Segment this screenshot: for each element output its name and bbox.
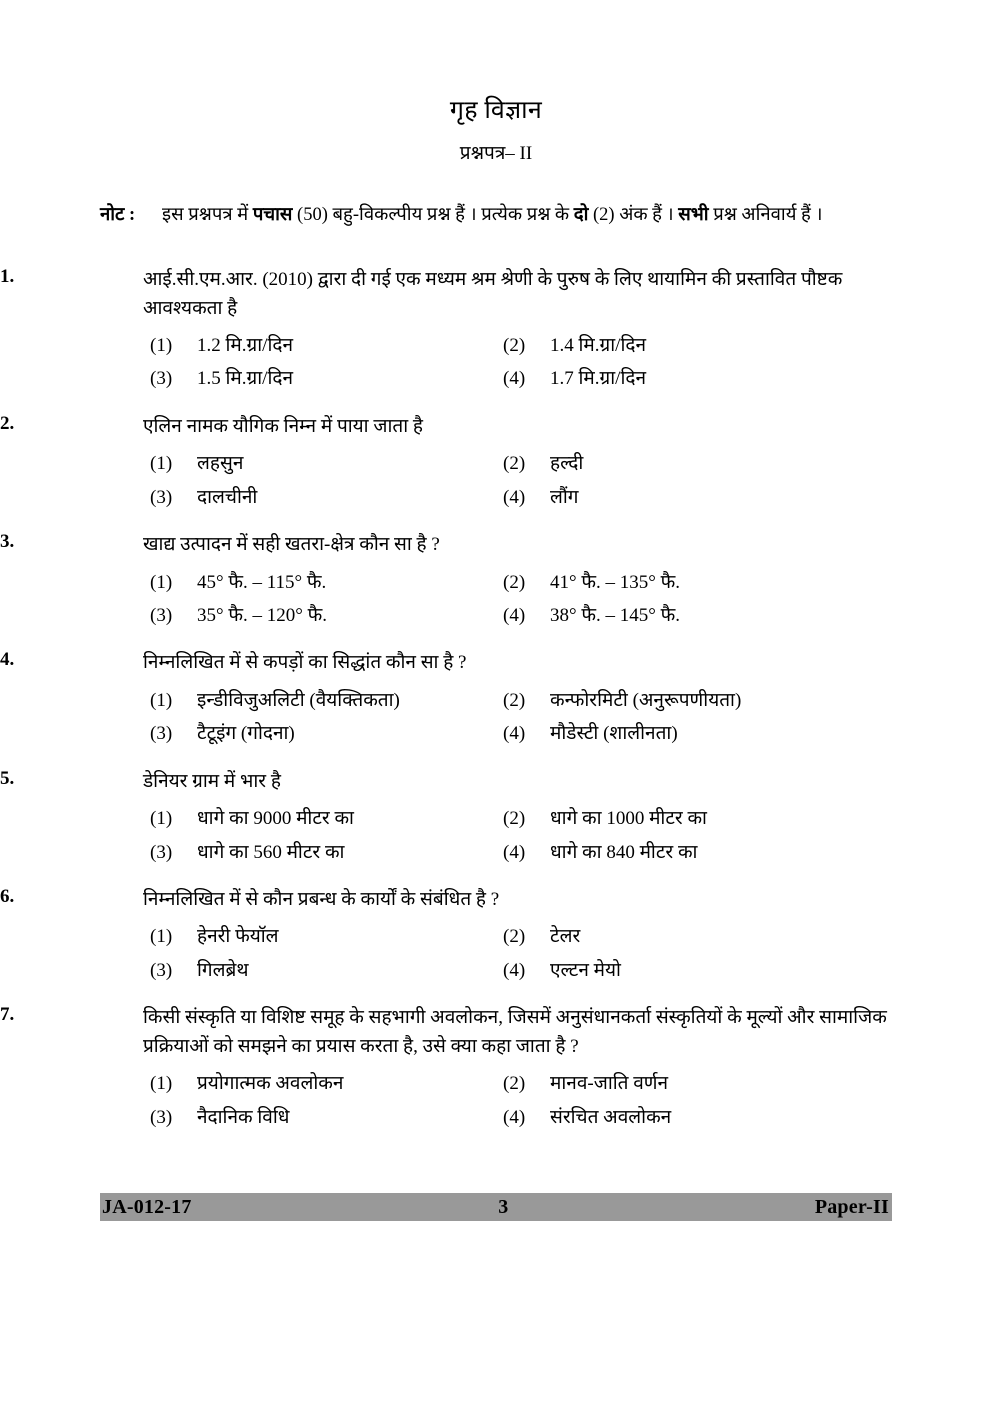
option-row [150, 331, 950, 361]
option-choice[interactable] [503, 1069, 856, 1099]
option-group [150, 922, 950, 986]
option-row [150, 804, 950, 834]
question-number: 5. [0, 767, 15, 789]
note-body [162, 205, 823, 225]
option-marker: (2) [503, 926, 526, 948]
option-label: संरचित अवलोकन [550, 1106, 672, 1128]
option-choice[interactable] [503, 719, 856, 749]
option-label: लौंग [550, 486, 579, 508]
question-block [0, 768, 992, 868]
option-choice[interactable] [503, 804, 856, 834]
option-marker: (4) [503, 368, 526, 390]
footer-paper-label: Paper-II [814, 1195, 889, 1218]
option-choice[interactable] [150, 483, 503, 513]
option-row [150, 686, 950, 716]
option-label: हेनरी फेयॉल [197, 926, 279, 948]
option-label: कन्फोरमिटी (अनुरूपणीयता) [550, 689, 742, 711]
option-group [150, 568, 950, 632]
question-header [0, 767, 992, 797]
option-choice[interactable] [503, 483, 856, 513]
question-text [143, 413, 933, 442]
instructions-note [100, 203, 900, 228]
question-text-line: डेनियर ग्राम में भार है [143, 770, 281, 792]
option-choice[interactable] [150, 601, 503, 631]
question-text [143, 649, 933, 678]
option-choice[interactable] [150, 568, 503, 598]
option-label: 45° फै. – 115° फै. [197, 571, 327, 593]
option-group [150, 1069, 950, 1133]
page-subtitle: प्रश्नपत्र– II [459, 143, 533, 164]
option-label: प्रयोगात्मक अवलोकन [197, 1073, 344, 1095]
option-label: 1.5 मि.ग्रा/दिन [197, 368, 294, 390]
option-marker: (3) [150, 841, 173, 863]
question-header [0, 531, 992, 560]
option-label: 1.2 मि.ग्रा/दिन [197, 335, 294, 356]
option-marker: (1) [150, 689, 173, 711]
option-choice[interactable] [150, 331, 503, 361]
option-marker: (2) [503, 453, 526, 475]
option-row [150, 1069, 950, 1099]
option-group [150, 804, 950, 868]
option-choice[interactable] [150, 719, 503, 749]
note-bold-all: सभी [678, 205, 709, 225]
question-header [0, 1004, 992, 1061]
option-marker: (4) [503, 723, 526, 745]
option-marker: (2) [503, 808, 526, 830]
option-marker: (1) [150, 571, 173, 593]
option-choice[interactable] [150, 922, 503, 952]
option-marker: (3) [150, 1106, 173, 1128]
option-choice[interactable] [503, 956, 856, 986]
option-choice[interactable] [150, 449, 503, 479]
option-label: धागे का 840 मीटर का [550, 841, 698, 863]
option-choice[interactable] [150, 1103, 503, 1133]
footer-paper-code: JA-012-17 [102, 1195, 192, 1218]
question-block [0, 649, 992, 749]
option-marker: (3) [150, 959, 173, 981]
note-bold-total-questions: पचास [252, 205, 293, 225]
option-label: एल्टन मेयो [550, 959, 621, 981]
option-marker: (4) [503, 486, 526, 508]
question-header [0, 649, 992, 678]
note-bold-marks: दो [573, 205, 589, 225]
question-list [0, 266, 992, 1151]
option-label: धागे का 560 मीटर का [197, 841, 345, 863]
question-text [143, 531, 933, 560]
option-row [150, 719, 950, 749]
option-label: दालचीनी [197, 486, 258, 508]
option-label: मानव-जाति वर्णन [550, 1073, 669, 1095]
question-text-line: आई.सी.एम.आर. (2010) द्वारा दी गई एक मध्यम श्रम श्रेणी के पुरुष के लिए थायामिन की प्रस्तावित पौष्टक [143, 269, 843, 290]
option-marker: (4) [503, 1106, 526, 1128]
question-text [143, 1004, 933, 1061]
note-part-4: प्रश्न अनिवार्य हैं । [708, 205, 823, 225]
option-label: 35° फै. – 120° फै. [197, 604, 327, 626]
question-number: 7. [0, 1004, 15, 1026]
option-marker: (2) [503, 571, 526, 593]
question-number: 4. [0, 649, 15, 671]
option-label: गिलब्रेथ [197, 959, 249, 981]
question-header [0, 412, 992, 442]
option-choice[interactable] [150, 804, 503, 834]
option-marker: (2) [503, 335, 526, 356]
question-text-line: प्रक्रियाओं को समझने का प्रयास करता है, उसे क्या कहा जाता है ? [143, 1035, 579, 1057]
option-group [150, 686, 950, 750]
option-marker: (4) [503, 841, 526, 863]
option-row [150, 568, 950, 598]
option-label: नैदानिक विधि [197, 1106, 290, 1128]
option-row [150, 838, 950, 868]
option-choice[interactable] [503, 568, 856, 598]
option-row [150, 956, 950, 986]
note-part-3: (2) अंक हैं । [588, 205, 679, 225]
option-choice[interactable] [503, 449, 856, 479]
option-choice[interactable] [150, 838, 503, 868]
question-text-line: किसी संस्कृति या विशिष्ट समूह के सहभागी अवलोकन, जिसमें अनुसंधानकर्ता संस्कृतियों के मूल्यों और सामाजिक [143, 1007, 887, 1029]
option-label: टैटूइंग (गोदना) [197, 723, 295, 745]
option-marker: (1) [150, 1073, 173, 1095]
question-block [0, 531, 992, 631]
option-group [150, 449, 950, 513]
option-label: 1.4 मि.ग्रा/दिन [550, 335, 647, 356]
option-label: इन्डीविजुअलिटी (वैयक्तिकता) [197, 689, 400, 711]
question-number: 2. [0, 412, 15, 434]
option-choice[interactable] [503, 686, 856, 716]
option-marker: (4) [503, 959, 526, 981]
option-choice[interactable] [503, 364, 856, 394]
option-marker: (3) [150, 604, 173, 626]
question-block [0, 266, 992, 395]
question-text [143, 886, 933, 915]
option-label: 1.7 मि.ग्रा/दिन [550, 368, 647, 390]
option-row [150, 922, 950, 952]
option-choice[interactable] [503, 838, 856, 868]
option-row [150, 1103, 950, 1133]
note-part-2: (50) बहु-विकल्पीय प्रश्न हैं । प्रत्येक प्रश्न के [292, 205, 574, 225]
option-marker: (2) [503, 1073, 526, 1095]
question-header [0, 885, 992, 915]
option-marker: (3) [150, 486, 173, 508]
option-label: धागे का 9000 मीटर का [197, 808, 354, 830]
option-row [150, 449, 950, 479]
option-marker: (1) [150, 808, 173, 830]
option-choice[interactable] [150, 1069, 503, 1099]
option-label: 38° फै. – 145° फै. [550, 604, 680, 626]
question-text-line: आवश्यकता है [143, 297, 238, 319]
option-choice[interactable] [150, 956, 503, 986]
option-row [150, 364, 950, 394]
question-block [0, 1004, 992, 1133]
page-footer [100, 1193, 892, 1221]
option-marker: (1) [150, 926, 173, 948]
question-header [0, 266, 992, 323]
question-text [143, 266, 933, 323]
note-part-1: इस प्रश्नपत्र में [162, 205, 253, 225]
option-label: 41° फै. – 135° फै. [550, 571, 680, 593]
option-label: मौडेस्टी (शालीनता) [550, 723, 678, 745]
question-block [0, 886, 992, 986]
option-group [150, 331, 950, 395]
option-label: हल्दी [550, 453, 584, 475]
page-title: गृह विज्ञान [449, 97, 543, 124]
option-marker: (1) [150, 335, 173, 356]
question-text-line: एलिन नामक यौगिक निम्न में पाया जाता है [143, 415, 423, 437]
question-text-line: खाद्य उत्पादन में सही खतरा-क्षेत्र कौन सा है ? [143, 534, 440, 556]
option-marker: (1) [150, 453, 173, 475]
question-text-line: निम्नलिखित में से कौन प्रबन्ध के कार्यों के संबंधित है ? [143, 888, 500, 910]
option-choice[interactable] [503, 1103, 856, 1133]
question-text-line: निम्नलिखित में से कपड़ों का सिद्धांत कौन सा है ? [143, 652, 467, 674]
question-block [0, 413, 992, 513]
option-label: धागे का 1000 मीटर का [550, 808, 707, 830]
option-label: लहसुन [197, 453, 244, 475]
option-marker: (4) [503, 604, 526, 626]
option-choice[interactable] [503, 922, 856, 952]
option-row [150, 483, 950, 513]
option-label: टेलर [550, 926, 581, 948]
question-number: 6. [0, 885, 15, 907]
option-row [150, 601, 950, 631]
note-label: नोट : [100, 205, 136, 225]
option-choice[interactable] [150, 686, 503, 716]
option-marker: (3) [150, 368, 173, 390]
option-choice[interactable] [503, 601, 856, 631]
option-marker: (2) [503, 689, 526, 711]
option-marker: (3) [150, 723, 173, 745]
question-number: 3. [0, 531, 15, 553]
question-text [143, 768, 933, 797]
option-choice[interactable] [503, 331, 856, 361]
footer-page-number: 3 [498, 1195, 509, 1218]
question-number: 1. [0, 266, 15, 287]
option-choice[interactable] [150, 364, 503, 394]
